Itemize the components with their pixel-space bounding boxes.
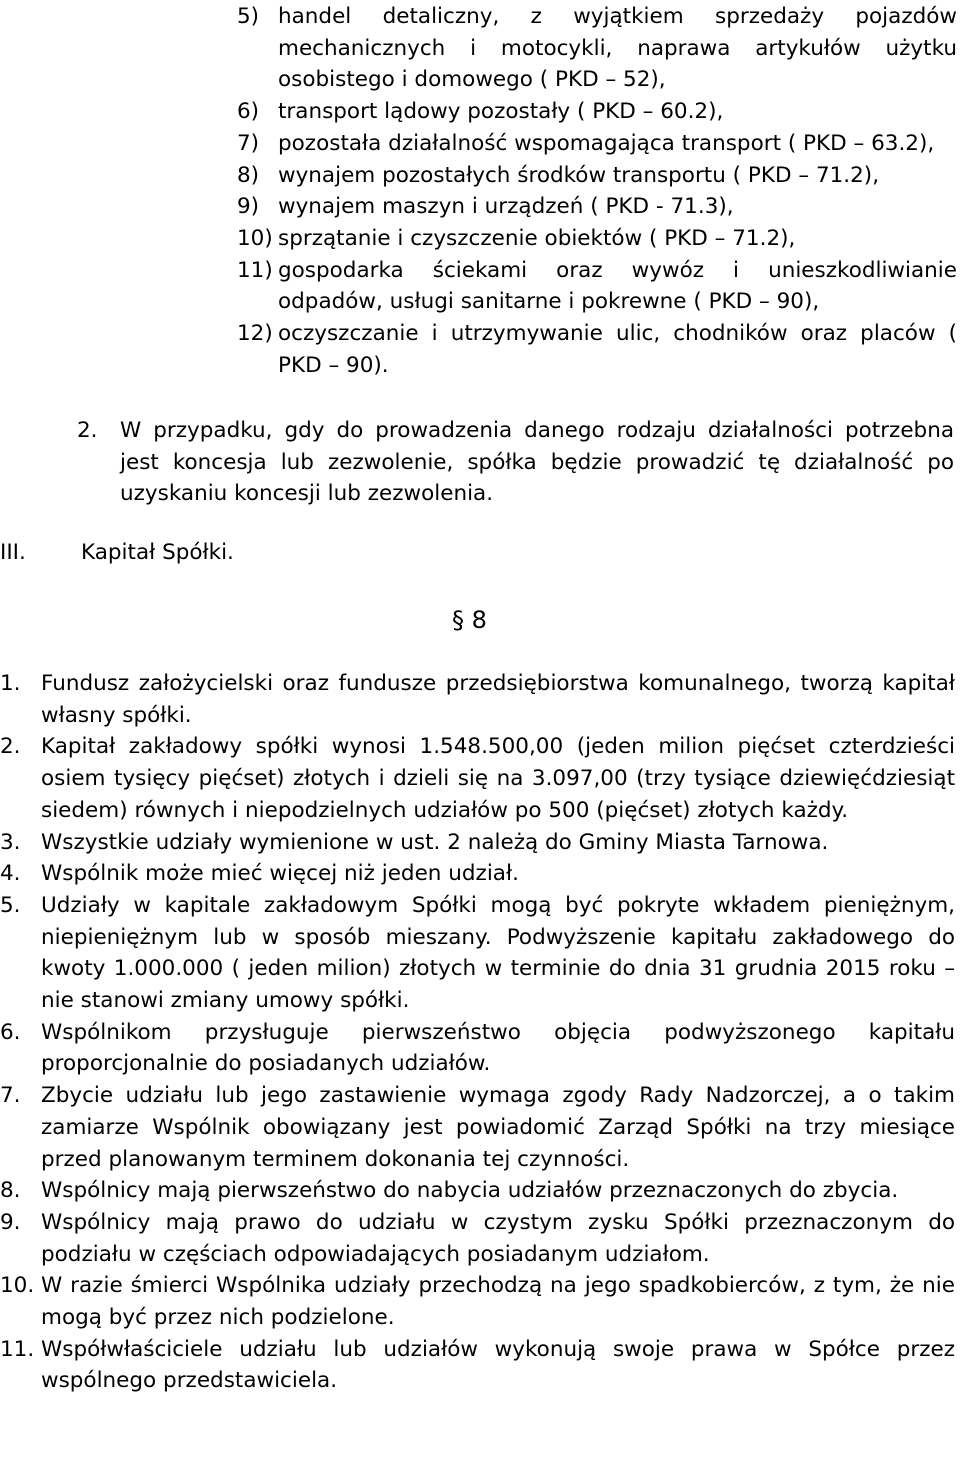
list-item xyxy=(237,318,957,381)
item-number: 8. xyxy=(0,1178,21,1204)
item-text: W razie śmierci Wspólnika udziały przechodzą na jego spadkobierców, z tym, że nie mogą być przez nich podzielone. xyxy=(41,1273,955,1331)
item-number: 10. xyxy=(0,1273,35,1299)
list-item xyxy=(0,1334,955,1397)
item-number: 9) xyxy=(237,194,260,220)
list-item xyxy=(237,255,957,318)
item-number: 1. xyxy=(0,671,21,696)
item-number: 7. xyxy=(0,1083,21,1109)
list-item xyxy=(0,827,955,859)
item-number: 4. xyxy=(0,861,21,887)
list-item xyxy=(237,191,957,223)
item-text: Zbycie udziału lub jego zastawienie wymaga zgody Rady Nadzorczej, a o takim zamiarze Wspólnik obowiązany jest powiadomić Zarząd Spółki na trzy miesiące przed planowanym terminem dokonania tej czynności. xyxy=(41,1083,955,1172)
item-text: wynajem maszyn i urządzeń ( PKD - 71.3), xyxy=(278,194,734,220)
list-item xyxy=(0,890,955,1017)
list-item xyxy=(0,1270,955,1333)
list-item xyxy=(0,668,955,731)
list-item xyxy=(237,128,957,160)
item-number: 5) xyxy=(237,4,260,29)
item-number: 3. xyxy=(0,829,21,855)
item-text: transport lądowy pozostały ( PKD – 60.2), xyxy=(278,99,724,125)
item-text: sprzątanie i czyszczenie obiektów ( PKD – 71.2), xyxy=(278,225,796,251)
paragraph-number: 8 xyxy=(471,606,487,634)
item-text: Wspólnikom przysługuje pierwszeństwo objęcia podwyższonego kapitału proporcjonalnie do posiadanych udziałów. xyxy=(41,1019,955,1077)
business-activity-list xyxy=(237,1,957,381)
list-item xyxy=(237,96,957,128)
item-number: 8) xyxy=(237,162,260,188)
list-item xyxy=(0,1017,955,1080)
item-text: gospodarka ściekami oraz wywóz i unieszkodliwianie odpadów, usługi sanitarne i pokrewne ( PKD – 90), xyxy=(278,257,957,315)
item-number: 10) xyxy=(237,225,273,251)
item-text: Wszystkie udziały wymienione w ust. 2 należą do Gminy Miasta Tarnowa. xyxy=(41,829,829,855)
item-text: Wspólnicy mają prawo do udziału w czystym zysku Spółki przeznaczonym do podziału w częściach odpowiadających posiadanym udziałom. xyxy=(41,1209,955,1267)
item-text: handel detaliczny, z wyjątkiem sprzedaży pojazdów mechanicznych i motocykli, naprawa artykułów użytku osobistego i domowego ( PKD – 52), xyxy=(278,4,957,93)
item-number: 6. xyxy=(0,1019,21,1045)
section-number: III. xyxy=(0,540,26,565)
capital-provisions-list xyxy=(0,668,955,1397)
list-item xyxy=(237,1,957,96)
item-number: 11. xyxy=(0,1336,35,1362)
list-item xyxy=(237,160,957,192)
item-text: Fundusz założycielski oraz fundusze przedsiębiorstwa komunalnego, tworzą kapitał własny spółki. xyxy=(41,671,955,728)
section-title: Kapitał Spółki. xyxy=(81,540,234,565)
list-item xyxy=(0,731,955,826)
item-number: 12) xyxy=(237,321,273,347)
list-item xyxy=(0,858,955,890)
item-text: wynajem pozostałych środków transportu ( PKD – 71.2), xyxy=(278,162,880,188)
list-item xyxy=(237,223,957,255)
item-number: 2. xyxy=(77,418,98,443)
item-text: Współwłaściciele udziału lub udziałów wykonują swoje prawa w Spółce przez wspólnego przedstawiciela. xyxy=(41,1336,955,1394)
list-item xyxy=(0,1080,955,1175)
list-item xyxy=(0,1175,955,1207)
item-number: 11) xyxy=(237,257,273,283)
item-number: 2. xyxy=(0,734,21,760)
paragraph-mark xyxy=(452,604,487,636)
item-number: 6) xyxy=(237,99,260,125)
item-number: 5. xyxy=(0,892,21,918)
item-number: 7) xyxy=(237,130,260,156)
item-text: Udziały w kapitale zakładowym Spółki mogą być pokryte wkładem pieniężnym, niepieniężnym lub w sposób mieszany. Podwyższenie kapitału zakładowego do kwoty 1.000.000 ( jeden milion) złotych w terminie do dnia 31 grudnia 2015 roku – nie stanowi zmiany umowy spółki. xyxy=(41,892,955,1014)
item-text: oczyszczanie i utrzymywanie ulic, chodników oraz placów ( PKD – 90). xyxy=(278,321,957,378)
item-text: pozostała działalność wspomagająca transport ( PKD – 63.2), xyxy=(278,130,935,156)
section-ii-item-2 xyxy=(77,415,954,510)
list-item xyxy=(0,1207,955,1270)
item-text: Wspólnicy mają pierwszeństwo do nabycia udziałów przeznaczonych do zbycia. xyxy=(41,1178,899,1204)
item-text: W przypadku, gdy do prowadzenia danego rodzaju działalności potrzebna jest koncesja lub zezwolenie, spółka będzie prowadzić tę działalność po uzyskaniu koncesji lub zezwolenia. xyxy=(120,418,954,507)
paragraph-symbol: § xyxy=(452,606,464,634)
item-text: Kapitał zakładowy spółki wynosi 1.548.500,00 (jeden milion pięćset czterdzieści osiem tysięcy pięćset) złotych i dzieli się na 3.097,00 (trzy tysiące dziewięćdziesiąt siedem) równych i niepodzielnych udziałów po 500 (pięćset) złotych każdy. xyxy=(41,734,955,823)
item-number: 9. xyxy=(0,1209,21,1235)
item-text: Wspólnik może mieć więcej niż jeden udział. xyxy=(41,861,519,887)
